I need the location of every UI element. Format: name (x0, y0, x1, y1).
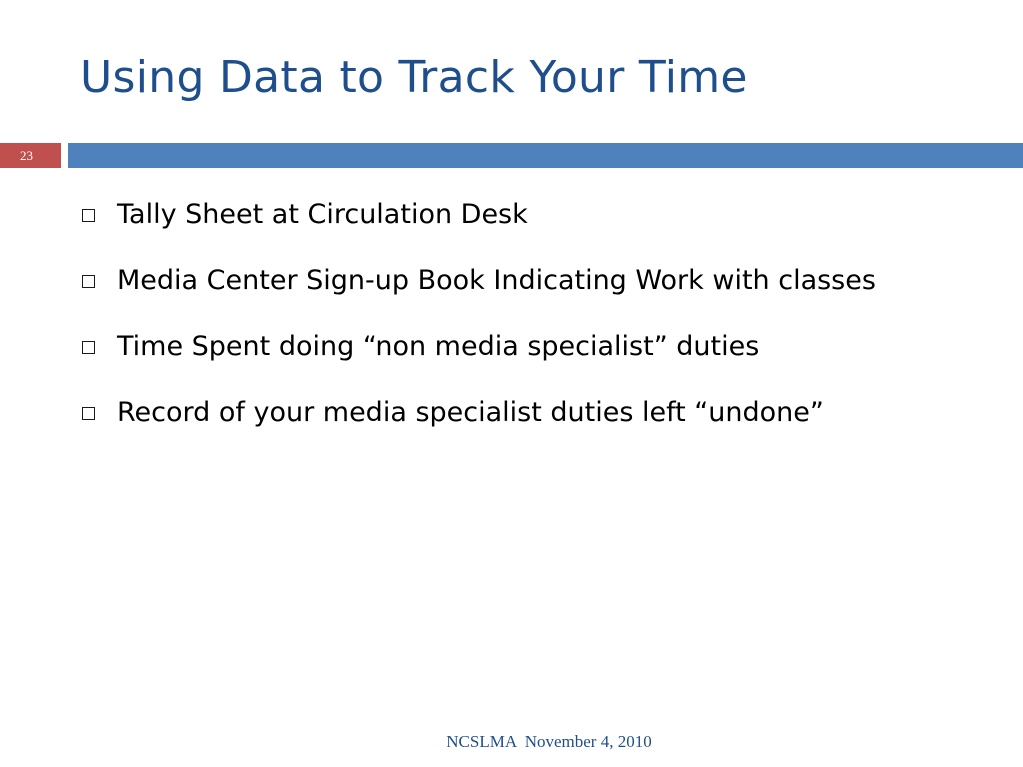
bullet-item (82, 256, 982, 306)
bullet-item (82, 388, 982, 438)
title-accent-bar (68, 143, 1023, 168)
square-bullet-icon (82, 275, 95, 288)
square-bullet-icon (82, 341, 95, 354)
bullet-text: Record of your media specialist duties left “undone” (117, 397, 824, 428)
bullet-item (82, 322, 982, 372)
slide-footer (0, 712, 1023, 767)
bullet-text: Time Spent doing “non media specialist” duties (117, 331, 760, 362)
bullet-text: Media Center Sign-up Book Indicating Work with classes (117, 265, 876, 296)
slide-number: 23 (0, 143, 61, 168)
bullet-list (82, 190, 982, 454)
bullet-text: Tally Sheet at Circulation Desk (117, 199, 528, 230)
square-bullet-icon (82, 407, 95, 420)
slide-title: Using Data to Track Your Time (80, 52, 748, 103)
footer-text: NCSLMA November 4, 2010 (446, 732, 652, 751)
bullet-item (82, 190, 982, 240)
square-bullet-icon (82, 209, 95, 222)
